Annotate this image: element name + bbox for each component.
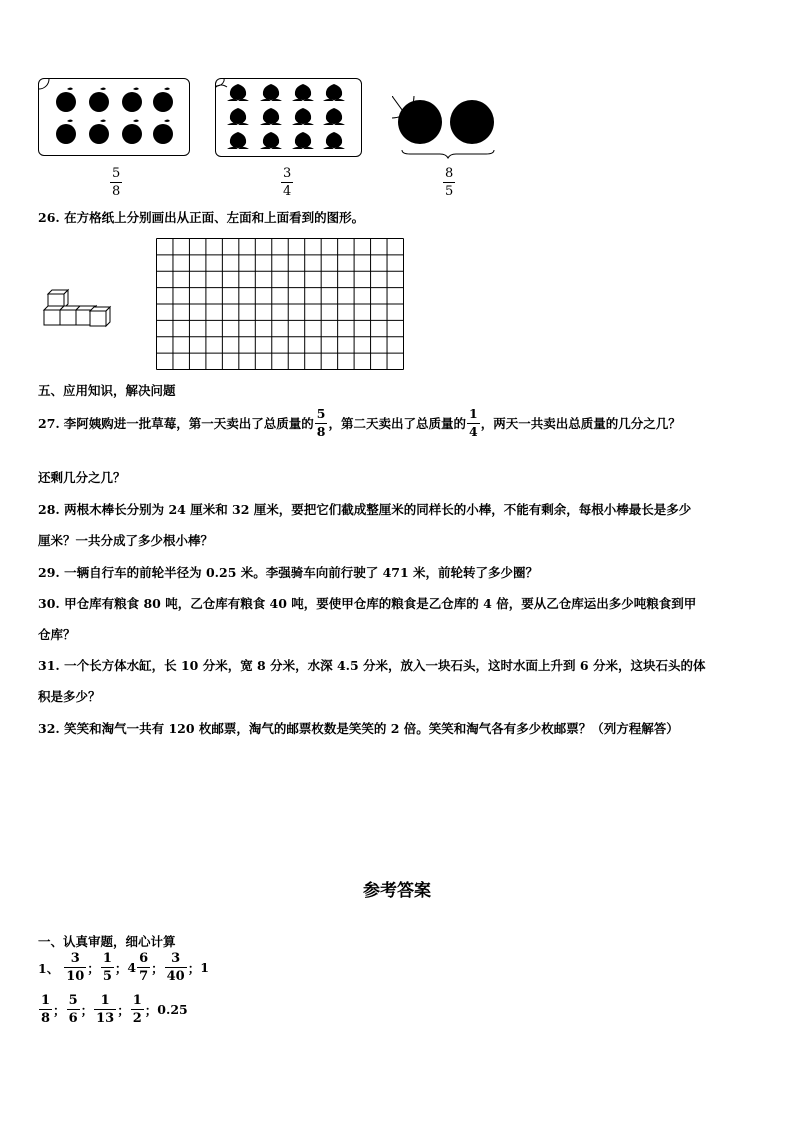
fraction-denominator: 13 [96, 1011, 115, 1026]
fraction-numerator: 5 [68, 993, 78, 1008]
answer-1-row-2 [38, 994, 188, 1025]
fraction-denominator: 8 [316, 423, 326, 439]
question-27 [38, 408, 681, 438]
apples-illustration [39, 79, 189, 155]
fraction-numerator: 3 [171, 951, 181, 966]
question-text: 一个长方体水缸，长 10 分米，宽 8 分米，水深 4.5 分米，放入一块石头，这时水面上升到 6 分米，这块石头的体 [64, 658, 706, 673]
question-text: 两根木棒长分别为 24 厘米和 32 厘米，要把它们截成整厘米的同样长的小棒，不能有剩余，每根小棒最长是多少 [64, 502, 692, 517]
separator: ； [80, 1002, 94, 1018]
cube-stack-illustration [40, 288, 120, 330]
fraction-denominator: 4 [468, 423, 478, 439]
answer-value: 1 [200, 960, 209, 975]
peaches-fraction [281, 167, 293, 198]
fraction-denominator: 10 [66, 969, 85, 984]
answer-label: 1、 [38, 960, 60, 976]
question-number: 26. [38, 210, 60, 225]
answer-fraction [101, 952, 114, 983]
fraction-numerator: 1 [132, 993, 142, 1008]
question-text: 一辆自行车的前轮半径为 0.25 米。李强骑车向前行驶了 471 米，前轮转了多少圈？ [64, 565, 539, 580]
question-number: 29. [38, 565, 60, 580]
answer-fraction [165, 952, 187, 983]
fraction-denominator: 4 [283, 184, 292, 199]
fraction-numerator: 1 [100, 993, 110, 1008]
question-28-line-2: 厘米？一共分成了多少根小棒？ [38, 533, 214, 548]
question-text-part2: ，第二天卖出了总质量的 [328, 416, 466, 431]
question-number: 30. [38, 596, 60, 611]
answers-title: 参考答案 [363, 881, 431, 901]
circles-fraction [443, 167, 455, 198]
fraction-numerator: 3 [283, 166, 292, 181]
separator: ； [117, 1002, 130, 1018]
q27-fraction-2 [467, 408, 480, 438]
question-text: 笑笑和淘气一共有 120 枚邮票，淘气的邮票枚数是笑笑的 2 倍。笑笑和淘气各有多少枚邮票？（列方程解答） [64, 721, 679, 736]
answer-fraction [137, 952, 150, 983]
answer-fraction [64, 952, 86, 983]
question-text: 甲仓库有粮食 80 吨，乙仓库有粮食 40 吨，要使甲仓库的粮食是乙仓库的 4 倍，要从乙仓库运出多少吨粮食到甲 [64, 596, 697, 611]
question-28 [38, 500, 691, 518]
apple-box [38, 78, 190, 156]
fraction-numerator: 5 [316, 406, 326, 421]
answer-fraction [131, 994, 144, 1025]
question-26 [38, 208, 364, 226]
question-32 [38, 719, 679, 737]
question-number: 28. [38, 502, 60, 517]
answer-fraction [67, 994, 80, 1025]
circles-illustration [392, 96, 502, 160]
question-27-line-2: 还剩几分之几？ [38, 470, 126, 485]
question-30 [38, 594, 696, 612]
question-number: 27. [38, 415, 60, 431]
answer-1-row-1 [38, 952, 209, 983]
fraction-numerator: 1 [468, 406, 478, 421]
fraction-denominator: 2 [132, 1011, 142, 1026]
answers-section-1-heading: 一、认真审题，细心计算 [38, 934, 176, 949]
fraction-numerator: 3 [70, 951, 80, 966]
fraction-numerator: 5 [112, 166, 121, 181]
question-31 [38, 656, 705, 674]
question-text-part1: 李阿姨购进一批草莓，第一天卖出了总质量的 [63, 416, 314, 431]
separator: ； [114, 960, 128, 976]
answer-value: 0.25 [157, 1002, 188, 1017]
apples-fraction [110, 167, 122, 198]
fraction-denominator: 8 [41, 1011, 51, 1026]
answer-fraction [94, 994, 116, 1025]
question-text: 在方格纸上分别画出从正面、左面和上面看到的图形。 [64, 210, 365, 225]
answer-fraction [39, 994, 52, 1025]
peach-box [215, 78, 362, 157]
section-5-heading: 五、应用知识，解决问题 [38, 383, 176, 398]
fraction-numerator: 1 [41, 993, 51, 1008]
fraction-numerator: 8 [445, 166, 454, 181]
fraction-denominator: 5 [445, 184, 454, 199]
fraction-denominator: 40 [166, 969, 185, 984]
fraction-denominator: 5 [102, 969, 112, 984]
question-number: 32. [38, 721, 60, 736]
peaches-illustration [216, 79, 361, 156]
question-text-part3: ，两天一共卖出总质量的几分之几？ [480, 416, 681, 431]
mixed-whole: 4 [127, 960, 137, 975]
fraction-denominator: 7 [139, 969, 149, 984]
fraction-numerator: 1 [102, 951, 112, 966]
separator: ； [53, 1002, 66, 1018]
separator: ； [87, 960, 100, 976]
grid-paper [156, 238, 404, 370]
separator: ； [144, 1002, 158, 1018]
separator: ； [151, 960, 164, 976]
fraction-denominator: 8 [112, 184, 121, 199]
question-number: 31. [38, 658, 60, 673]
question-29 [38, 563, 538, 581]
separator: ； [187, 960, 201, 976]
question-30-line-2: 仓库？ [38, 627, 76, 642]
fraction-numerator: 6 [139, 951, 149, 966]
question-31-line-2: 积是多少？ [38, 689, 101, 704]
fraction-denominator: 6 [68, 1011, 78, 1026]
q27-fraction-1 [315, 408, 328, 438]
